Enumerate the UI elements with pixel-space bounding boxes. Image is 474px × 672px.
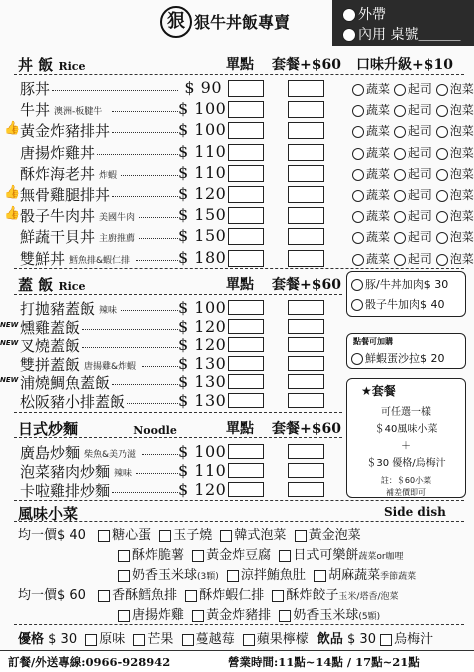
logo-circle: 狠 — [160, 6, 192, 38]
upgrade-radio[interactable] — [352, 148, 364, 160]
yogurt-checkbox[interactable] — [182, 634, 194, 646]
item-name: 牛丼 — [20, 101, 51, 119]
set-order-box[interactable] — [288, 393, 324, 408]
item-name: 卡啦雞排炒麵 — [20, 482, 111, 500]
set-panel-line6: 補差價即可 — [386, 488, 426, 497]
divider — [14, 412, 342, 413]
single-order-box[interactable] — [228, 337, 264, 352]
upgrade-radio[interactable] — [394, 105, 406, 117]
drink-checkbox[interactable] — [380, 634, 392, 646]
gaifan-item-row — [0, 354, 474, 372]
item-dots — [52, 90, 178, 91]
gaifan-set-header: 套餐+$60 — [272, 277, 341, 293]
rice-upgrade-header: 口味升級+$10 — [356, 57, 453, 73]
single-order-box[interactable] — [228, 186, 264, 203]
divider — [14, 74, 464, 75]
set-order-box[interactable] — [288, 374, 324, 389]
upgrade-radio[interactable] — [352, 126, 364, 138]
side-row-2 — [118, 544, 404, 563]
dine-in-label: 內用 — [358, 27, 386, 43]
item-name: 打拋豬蓋飯 — [20, 300, 96, 318]
shop-title: 狠牛丼飯專賣 — [194, 13, 291, 32]
single-order-box[interactable] — [228, 228, 264, 245]
item-name: 泡菜豬肉炒麵 — [20, 463, 111, 481]
rice-item-row — [0, 205, 474, 225]
side-item: 香酥鱈魚排 — [112, 588, 178, 603]
upgrade-label: 蔬菜 — [366, 82, 391, 96]
side-row-5 — [118, 604, 380, 623]
upgrade-label: 泡菜 — [449, 167, 474, 181]
side-checkbox[interactable] — [192, 610, 204, 622]
thumbs-up-icon: 👍 — [4, 206, 21, 221]
item-name: 鮮蔬干貝丼 — [20, 228, 96, 246]
upgrade-radio[interactable] — [436, 126, 448, 138]
upgrade-radio[interactable] — [352, 254, 364, 266]
item-dots — [139, 238, 178, 239]
item-note: 澳洲-板腱牛 — [54, 107, 103, 117]
item-price: $ 120 — [178, 480, 227, 499]
item-note: 主廚推薦 — [99, 234, 136, 244]
upgrade-radio[interactable] — [394, 148, 406, 160]
takeout-label: 外帶 — [358, 7, 386, 23]
upgrade-radio[interactable] — [436, 190, 448, 202]
noodle-single-header: 單點 — [226, 421, 254, 437]
set-order-box[interactable] — [288, 356, 324, 371]
item-price: $ 130 — [178, 372, 227, 391]
rice-item-row — [0, 142, 474, 162]
gaifan-section-eng: Rice — [58, 280, 86, 293]
side-item-note: 蔬菜or咖哩 — [358, 552, 404, 562]
upgrade-label: 泡菜 — [449, 230, 474, 244]
upgrade-options — [352, 80, 474, 97]
item-price: $ 180 — [178, 248, 227, 267]
yogurt-label: 優格 — [18, 632, 45, 647]
set-order-box[interactable] — [288, 319, 324, 334]
upgrade-label: 泡菜 — [449, 146, 474, 160]
upgrade-label: 蔬菜 — [366, 188, 391, 202]
yogurt-option: 芒果 — [147, 632, 174, 647]
item-dots — [121, 310, 178, 311]
drink-option: 烏梅汁 — [394, 632, 434, 647]
item-price: $ 130 — [178, 391, 227, 410]
item-dots — [136, 260, 178, 261]
set-panel-line2: ＄40風味小菜 — [374, 424, 438, 435]
side-checkbox[interactable] — [279, 550, 291, 562]
upgrade-label: 蔬菜 — [366, 103, 391, 117]
side-checkbox[interactable] — [185, 590, 197, 602]
upgrade-label: 蔬菜 — [366, 230, 391, 244]
extra-meat-radio[interactable] — [351, 279, 363, 291]
item-price: $ 100 — [178, 120, 227, 139]
drink-price: $ 30 — [347, 632, 376, 647]
upgrade-options — [352, 228, 474, 245]
set-order-box[interactable] — [288, 186, 324, 203]
extra-meat-pork-beef: 豚/牛丼加肉$ 30 — [365, 278, 449, 291]
rice-item-row — [0, 99, 474, 119]
contact-bar — [0, 650, 474, 672]
upgrade-label: 起司 — [407, 188, 432, 202]
side-price-40: 均一價$ 40 — [18, 528, 86, 543]
table-number-field[interactable]: 桌號＿＿＿ — [390, 27, 461, 43]
single-order-box[interactable] — [228, 144, 264, 161]
divider — [14, 521, 464, 522]
item-name: 雙拼蓋飯 — [20, 356, 81, 374]
upgrade-radio[interactable] — [352, 190, 364, 202]
item-note: 鱈魚排&蝦仁排 — [69, 256, 131, 266]
side-item: 黃金泡菜 — [308, 528, 361, 543]
set-panel-line5: 註：＄60小菜 — [380, 476, 432, 485]
set-order-box[interactable] — [288, 122, 324, 139]
item-note: 辣味 — [99, 306, 118, 316]
upgrade-radio[interactable] — [394, 190, 406, 202]
gaifan-section-title: 蓋 飯 Rice — [18, 276, 86, 294]
addon-item: 鮮蝦蛋沙拉$ 20 — [365, 352, 445, 365]
side-item: 黃金炸豬排 — [206, 608, 272, 623]
set-order-box[interactable] — [288, 207, 324, 224]
noodle-section-title: 日式炒麵 Noodle — [18, 420, 177, 438]
item-price: $ 110 — [178, 163, 227, 182]
item-name: 燻雞蓋飯 — [20, 319, 81, 337]
side-item: 涼拌鮪魚肚 — [240, 568, 306, 583]
upgrade-radio[interactable] — [394, 232, 406, 244]
set-order-box[interactable] — [288, 250, 324, 267]
side-item: 酥炸脆薯 — [132, 548, 185, 563]
divider — [14, 624, 464, 625]
set-order-box[interactable] — [288, 444, 324, 459]
new-badge: NEW — [0, 376, 19, 384]
side-item: 奶香玉米球 — [293, 608, 359, 623]
upgrade-label: 起司 — [407, 230, 432, 244]
set-order-box[interactable] — [288, 144, 324, 161]
yogurt-drink-row — [18, 628, 433, 647]
upgrade-radio[interactable] — [436, 169, 448, 181]
side-item-note: (5顆) — [358, 612, 381, 622]
upgrade-label: 泡菜 — [449, 252, 474, 266]
item-name: 骰子牛肉丼 — [20, 207, 96, 225]
single-order-box[interactable] — [228, 393, 264, 408]
side-item-note: 玉米/塔香/泡菜 — [338, 592, 399, 602]
side-price-60: 均一價$ 60 — [18, 588, 86, 603]
takeout-radio[interactable] — [342, 8, 356, 22]
single-order-box[interactable] — [228, 207, 264, 224]
upgrade-radio[interactable] — [352, 211, 364, 223]
item-note: 唐揚雞&炸蝦 — [84, 362, 137, 372]
item-price: $ 110 — [178, 461, 227, 480]
upgrade-label: 蔬菜 — [366, 167, 391, 181]
delivery-phone: 訂餐/外送專線:0966-928942 — [8, 655, 171, 669]
set-order-box[interactable] — [288, 482, 324, 497]
single-order-box[interactable] — [228, 319, 264, 334]
rice-item-row — [0, 163, 474, 183]
upgrade-options — [352, 144, 474, 161]
side-item: 奶香玉米球 — [132, 568, 198, 583]
item-name: 無骨雞腿排丼 — [20, 186, 111, 204]
single-order-box[interactable] — [228, 463, 264, 478]
single-order-box[interactable] — [228, 101, 264, 118]
item-dots — [97, 154, 178, 155]
single-order-box[interactable] — [228, 80, 264, 97]
rice-item-row — [0, 226, 474, 246]
upgrade-radio[interactable] — [352, 105, 364, 117]
upgrade-label: 泡菜 — [449, 124, 474, 138]
thumbs-up-icon: 👍 — [4, 185, 21, 200]
yogurt-checkbox[interactable] — [133, 634, 145, 646]
side-row-3 — [118, 564, 416, 583]
upgrade-radio[interactable] — [394, 126, 406, 138]
single-order-box[interactable] — [228, 122, 264, 139]
set-order-box[interactable] — [288, 337, 324, 352]
rice-single-header: 單點 — [226, 57, 254, 73]
divider — [14, 437, 342, 438]
upgrade-label: 起司 — [407, 167, 432, 181]
set-order-box[interactable] — [288, 101, 324, 118]
side-checkbox[interactable] — [192, 550, 204, 562]
item-dots — [136, 473, 178, 474]
side-item: 唐揚炸雞 — [132, 608, 185, 623]
yogurt-option: 原味 — [99, 632, 126, 647]
side-checkbox[interactable] — [159, 530, 171, 542]
single-order-box[interactable] — [228, 482, 264, 497]
upgrade-label: 泡菜 — [449, 188, 474, 202]
upgrade-radio[interactable] — [436, 105, 448, 117]
divider — [14, 500, 464, 501]
side-checkbox[interactable] — [98, 590, 110, 602]
yogurt-option: 蔓越莓 — [195, 632, 235, 647]
upgrade-label: 起司 — [407, 252, 432, 266]
divider — [14, 268, 464, 269]
side-checkbox[interactable] — [118, 570, 130, 582]
upgrade-label: 起司 — [407, 146, 432, 160]
noodle-section-eng: Noodle — [133, 424, 177, 437]
upgrade-radio[interactable] — [394, 211, 406, 223]
extra-meat-dice-beef: 骰子牛加肉$ 40 — [365, 298, 445, 311]
rice-set-header: 套餐+$60 — [272, 57, 341, 73]
gaifan-item-row — [0, 335, 474, 353]
divider — [14, 294, 342, 295]
noodle-item-row — [0, 461, 474, 479]
item-dots — [142, 366, 178, 367]
upgrade-options — [352, 101, 474, 118]
upgrade-radio[interactable] — [436, 148, 448, 160]
drink-label: 飲品 — [316, 632, 343, 647]
addon-title: 點餐可加購 — [353, 336, 393, 346]
gaifan-item-row — [0, 317, 474, 335]
single-order-box[interactable] — [228, 444, 264, 459]
rice-section-eng: Rice — [58, 60, 86, 73]
item-dots — [121, 175, 178, 176]
single-order-box[interactable] — [228, 356, 264, 371]
single-order-box[interactable] — [228, 250, 264, 267]
side-section-title: 風味小菜 — [18, 505, 79, 523]
item-dots — [112, 492, 178, 493]
item-dots — [112, 196, 178, 197]
upgrade-radio[interactable] — [352, 84, 364, 96]
thumbs-up-icon: 👍 — [4, 121, 21, 136]
item-note: 辣味 — [114, 469, 133, 479]
item-price: $ 100 — [178, 298, 227, 317]
side-item: 玉子燒 — [173, 528, 213, 543]
item-dots — [82, 347, 178, 348]
upgrade-options — [352, 186, 474, 203]
upgrade-radio[interactable] — [436, 254, 448, 266]
upgrade-label: 蔬菜 — [366, 252, 391, 266]
single-order-box[interactable] — [228, 300, 264, 315]
item-dots — [112, 384, 178, 385]
yogurt-checkbox[interactable] — [85, 634, 97, 646]
order-type-panel — [332, 0, 474, 46]
item-price: $ 150 — [178, 226, 227, 245]
noodle-item-row — [0, 442, 474, 460]
side-checkbox[interactable] — [98, 530, 110, 542]
item-price: $ 150 — [178, 205, 227, 224]
item-dots — [139, 217, 178, 218]
yogurt-price: $ 30 — [48, 632, 78, 647]
yogurt-checkbox[interactable] — [243, 634, 255, 646]
side-checkbox[interactable] — [295, 530, 307, 542]
upgrade-options — [352, 250, 474, 267]
new-badge: NEW — [0, 339, 19, 347]
upgrade-radio[interactable] — [436, 84, 448, 96]
side-item: 酥炸蝦仁排 — [199, 588, 265, 603]
set-panel-line1: 可任選一樣 — [381, 407, 431, 418]
yogurt-option: 蘋果檸檬 — [256, 632, 309, 647]
rice-item-row — [0, 248, 474, 268]
side-item-note: 季節蔬菜 — [380, 572, 417, 582]
side-checkbox[interactable] — [118, 610, 130, 622]
dine-in-radio[interactable] — [342, 28, 356, 42]
item-name: 唐揚炸雞丼 — [20, 144, 96, 162]
upgrade-label: 起司 — [407, 209, 432, 223]
side-checkbox[interactable] — [227, 570, 239, 582]
side-checkbox[interactable] — [220, 530, 232, 542]
item-price: $ 120 — [178, 184, 227, 203]
set-order-box[interactable] — [288, 463, 324, 478]
single-order-box[interactable] — [228, 374, 264, 389]
set-panel-title: ★套餐 — [361, 384, 396, 398]
business-hours: 營業時間:11點~14點 / 17點~21點 — [228, 655, 420, 669]
upgrade-label: 蔬菜 — [366, 146, 391, 160]
side-checkbox[interactable] — [279, 610, 291, 622]
set-order-box[interactable] — [288, 228, 324, 245]
side-item: 黃金炸豆腐 — [206, 548, 272, 563]
upgrade-label: 泡菜 — [449, 209, 474, 223]
upgrade-radio[interactable] — [394, 254, 406, 266]
set-order-box[interactable] — [288, 300, 324, 315]
side-item: 糖心蛋 — [112, 528, 152, 543]
upgrade-label: 起司 — [407, 82, 432, 96]
item-price: $ 100 — [178, 442, 227, 461]
item-price: $ 90 — [184, 78, 222, 97]
side-section-eng: Side dish — [384, 505, 446, 519]
upgrade-options — [352, 165, 474, 182]
upgrade-label: 起司 — [407, 124, 432, 138]
side-item: 韓式泡菜 — [234, 528, 287, 543]
item-note: 柴魚&美乃滋 — [84, 450, 137, 460]
side-checkbox[interactable] — [272, 590, 284, 602]
side-checkbox[interactable] — [118, 550, 130, 562]
item-name: 浦燒鯛魚蓋飯 — [20, 374, 111, 392]
side-item: 酥炸餃子 — [286, 588, 339, 603]
item-name: 黃金炸豬排丼 — [20, 122, 111, 140]
item-dots — [127, 403, 178, 404]
side-row-4 — [18, 584, 399, 603]
upgrade-label: 泡菜 — [449, 82, 474, 96]
item-name: 酥炸海老丼 — [20, 165, 96, 183]
upgrade-radio[interactable] — [436, 232, 448, 244]
set-order-box[interactable] — [288, 165, 324, 182]
item-name: 雙鮮丼 — [20, 250, 66, 268]
rice-section-title: 丼 飯 Rice — [18, 56, 86, 74]
gaifan-item-row — [0, 298, 474, 316]
item-dots — [112, 132, 178, 133]
item-note: 美國牛肉 — [99, 213, 136, 223]
side-checkbox[interactable] — [314, 570, 326, 582]
noodle-item-row — [0, 480, 474, 498]
side-item: 日式可樂餅 — [293, 548, 359, 563]
item-dots — [112, 111, 178, 112]
upgrade-radio[interactable] — [394, 84, 406, 96]
item-price: $ 120 — [178, 317, 227, 336]
rice-item-row — [0, 78, 474, 98]
rice-item-row — [0, 120, 474, 140]
item-price: $ 130 — [178, 354, 227, 373]
upgrade-options — [352, 207, 474, 224]
side-row-1 — [18, 524, 361, 543]
item-price: $ 120 — [178, 335, 227, 354]
rice-item-row — [0, 184, 474, 204]
item-dots — [142, 454, 178, 455]
item-name: 松阪豬小排蓋飯 — [20, 393, 126, 411]
upgrade-radio[interactable] — [436, 211, 448, 223]
side-item: 胡麻蔬菜 — [328, 568, 381, 583]
set-panel-line4: ＄30 優格/烏梅汁 — [366, 458, 446, 469]
noodle-set-header: 套餐+$60 — [272, 421, 341, 437]
set-order-box[interactable] — [288, 80, 324, 97]
upgrade-label: 起司 — [407, 103, 432, 117]
item-price: $ 110 — [178, 142, 227, 161]
upgrade-radio[interactable] — [352, 169, 364, 181]
item-name: 叉燒蓋飯 — [20, 337, 81, 355]
upgrade-options — [352, 122, 474, 139]
item-note: 炸蝦 — [99, 171, 118, 181]
set-panel-line3: ＋ — [401, 441, 411, 452]
gaifan-single-header: 單點 — [226, 277, 254, 293]
upgrade-label: 泡菜 — [449, 103, 474, 117]
item-price: $ 100 — [178, 99, 227, 118]
item-name: 豚丼 — [20, 80, 51, 98]
side-item-note: (3顆) — [197, 572, 219, 582]
single-order-box[interactable] — [228, 165, 264, 182]
upgrade-label: 蔬菜 — [366, 124, 391, 138]
upgrade-radio[interactable] — [352, 232, 364, 244]
upgrade-label: 蔬菜 — [366, 209, 391, 223]
new-badge: NEW — [0, 321, 19, 329]
item-dots — [82, 329, 178, 330]
upgrade-radio[interactable] — [394, 169, 406, 181]
item-name: 廣島炒麵 — [20, 444, 81, 462]
